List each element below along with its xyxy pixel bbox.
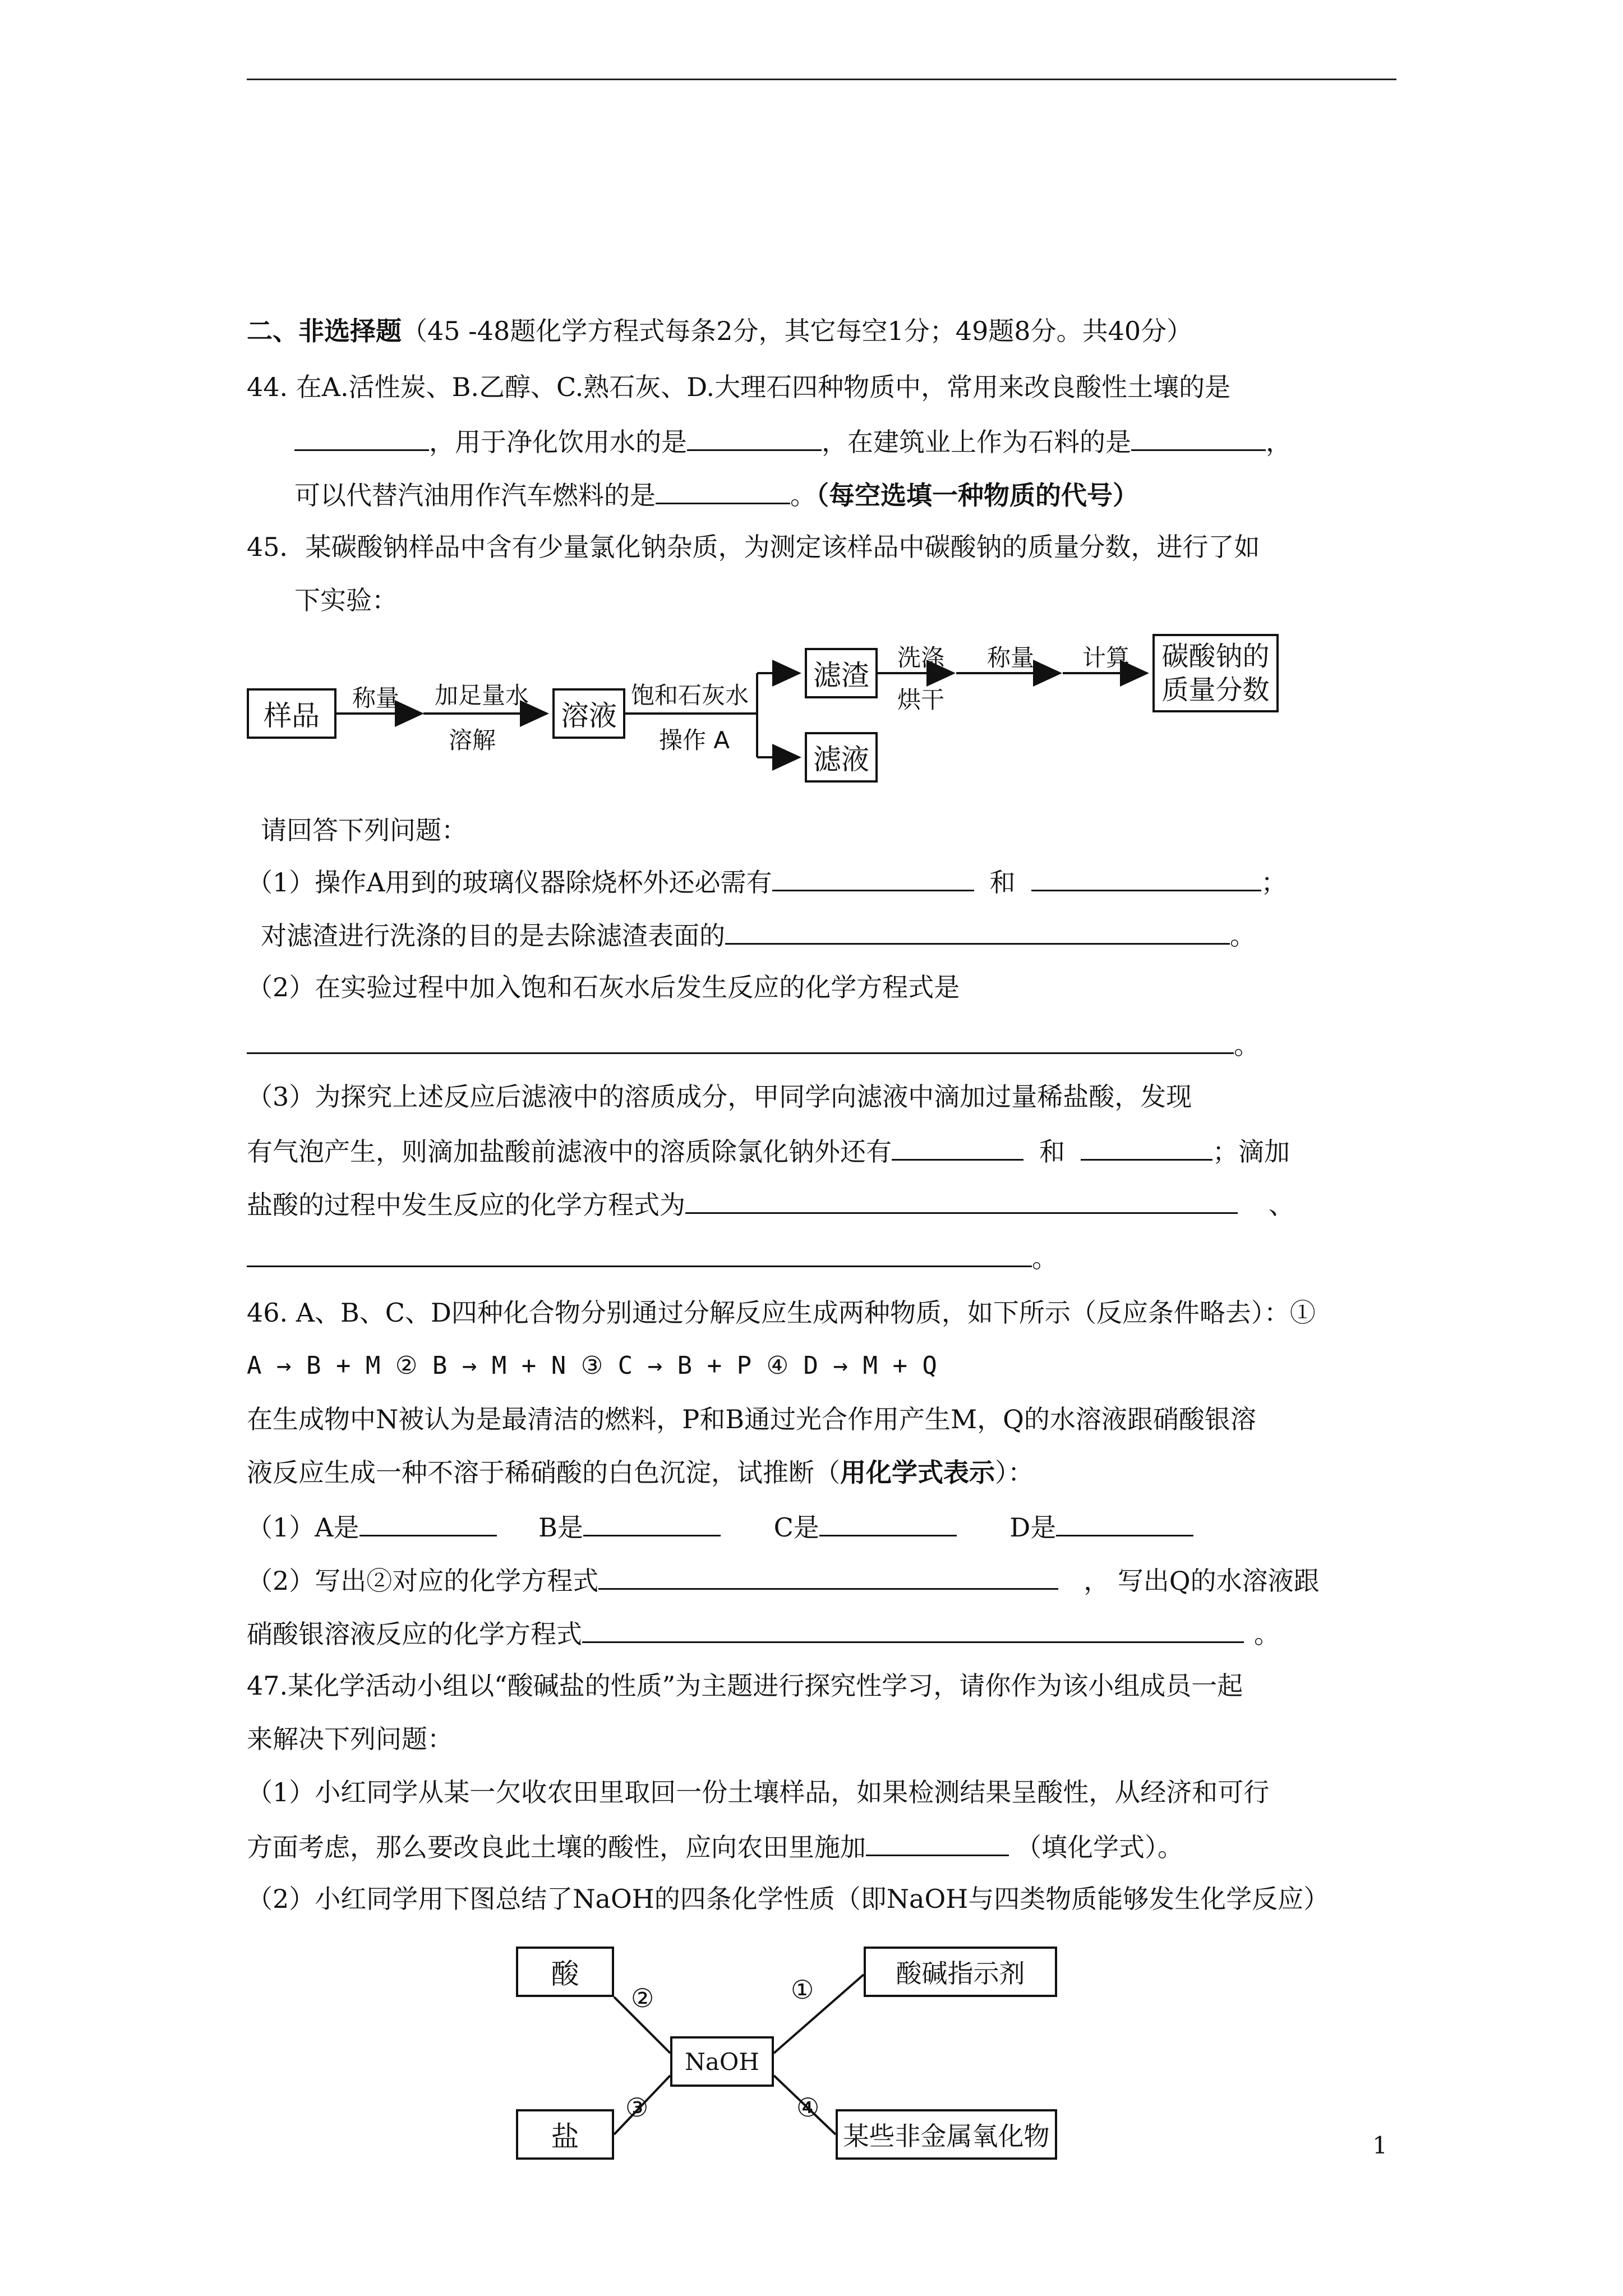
diagram-oxide-box: 某些非金属氧化物 [836, 2109, 1057, 2160]
q46-part1: （1）A是 B是 C是 D是 [247, 1509, 1193, 1544]
flow-result-box: 碳酸钠的 质量分数 [1152, 634, 1279, 712]
flow-weigh1-label: 称量 [352, 684, 400, 712]
q45-part1-cont: 对滤渣进行洗涤的目的是去除滤渣表面的 。 [261, 917, 1256, 953]
section-note: （45 -48题化学方程式每条2分，其它每空1分；49题8分。共40分） [402, 316, 1193, 346]
q47-part1-line1: （1）小红同学从某一欠收农田里取回一份土壤样品，如果检测结果呈酸性，从经济和可行 [247, 1777, 1270, 1807]
flow-weigh2-label: 称量 [987, 644, 1035, 671]
q45-part3-line4: 。 [247, 1240, 1058, 1275]
answer-blank[interactable] [866, 1829, 1009, 1856]
q44-line3: 可以代替汽油用作汽车燃料的是 。（每空选填一种物质的代号） [294, 477, 1138, 512]
answer-blank-d[interactable] [1056, 1509, 1193, 1536]
flow-limewater-label: 饱和石灰水 [631, 682, 749, 709]
diagram-acid-box: 酸 [516, 1947, 614, 1997]
answer-blank-b[interactable] [583, 1509, 721, 1536]
flow-calc-label: 计算 [1082, 644, 1130, 671]
q44-line2: ，用于净化饮用水的是 ，在建筑业上作为石料的是 ， [294, 424, 1292, 459]
answer-blank[interactable] [685, 1186, 1238, 1214]
answer-blank[interactable] [772, 864, 974, 891]
page-number: 1 [1372, 2132, 1387, 2159]
answer-blank[interactable] [247, 1027, 1234, 1054]
diagram-naoh-box: NaOH [670, 2036, 774, 2087]
q47-line2: 来解决下列问题： [247, 1724, 453, 1754]
q45-part3-line2: 有气泡产生，则滴加盐酸前滤液中的溶质除氯化钠外还有 和 ；滴加 [247, 1133, 1290, 1168]
diagram-label-4: ④ [796, 2092, 820, 2123]
flow-sample-box: 样品 [247, 688, 336, 739]
answer-blank[interactable] [892, 1133, 1023, 1161]
answer-blank[interactable] [1081, 1133, 1212, 1161]
answer-blank[interactable] [582, 1616, 1244, 1643]
section-title: 二、非选择题 [247, 316, 402, 346]
q45-line1: 45．某碳酸钠样品中含有少量氯化钠杂质，为测定该样品中碳酸钠的质量分数，进行了如 [247, 532, 1260, 562]
q46-line3: 在生成物中N被认为是最清洁的燃料，P和B通过光合作用产生M，Q的水溶液跟硝酸银溶 [247, 1404, 1256, 1434]
flow-wash-label: 洗涤 [897, 644, 945, 671]
flow-operation-label: 操作 A [659, 726, 730, 754]
q45-line2: 下实验： [294, 585, 398, 615]
diagram-label-2: ② [631, 1983, 654, 2013]
diagram-indicator-box: 酸碱指示剂 [864, 1947, 1057, 1997]
answer-blank[interactable] [1031, 864, 1261, 891]
q47-part1-line2: 方面考虑，那么要改良此土壤的酸性，应向农田里施加 （填化学式）。 [247, 1829, 1183, 1864]
diagram-label-3: ③ [625, 2092, 649, 2123]
answer-blank-a[interactable] [359, 1509, 497, 1536]
q46-part2: （2）写出②对应的化学方程式 ， 写出Q的水溶液跟 [247, 1562, 1320, 1598]
flow-add-water-label: 加足量水 [435, 682, 529, 709]
flow-residue-box: 滤渣 [805, 648, 878, 698]
q46-line1: 46. A、B、C、D四种化合物分别通过分解反应生成两种物质，如下所示（反应条件略去）：① [247, 1297, 1316, 1328]
q45-part1: （1）操作A用到的玻璃仪器除烧杯外还必需有 和 ； [247, 864, 1287, 899]
q45-part3-line1: （3）为探究上述反应后滤液中的溶质成分，甲同学向滤液中滴加过量稀盐酸，发现 [247, 1082, 1192, 1112]
q44-line1: 44. 在A.活性炭、B.乙醇、C.熟石灰、D.大理石四种物质中，常用来改良酸性土壤的是 [247, 372, 1231, 402]
answer-blank[interactable] [725, 917, 1230, 945]
answer-blank-c[interactable] [819, 1509, 957, 1536]
answer-blank[interactable] [598, 1562, 1058, 1590]
flow-dissolve-label: 溶解 [449, 726, 496, 754]
q46-part2-cont: 硝酸银溶液反应的化学方程式 。 [247, 1616, 1280, 1651]
q45-part2: （2）在实验过程中加入饱和石灰水后发生反应的化学方程式是 [247, 972, 960, 1002]
flow-filtrate-box: 滤液 [805, 732, 878, 783]
q47-line1: 47.某化学活动小组以“酸碱盐的性质”为主题进行探究性学习，请你作为该小组成员一起 [247, 1671, 1243, 1701]
diagram-label-1: ① [791, 1975, 814, 2005]
flow-solution-box: 溶液 [552, 688, 625, 739]
q45-part2-answer: 。 [247, 1027, 1260, 1062]
diagram-salt-box: 盐 [516, 2109, 614, 2160]
q45-part3-line3: 盐酸的过程中发生反应的化学方程式为 、 [247, 1186, 1294, 1222]
q46-line4: 液反应生成一种不溶于稀硝酸的白色沉淀，试推断（用化学式表示）： [247, 1457, 1034, 1488]
q46-reactions: A → B + M ② B → M + N ③ C → B + P ④ D → M + Q [247, 1351, 937, 1380]
answer-blank[interactable] [247, 1240, 1032, 1267]
q47-part2: （2）小红同学用下图总结了NaOH的四条化学性质（即NaOH与四类物质能够发生化学反应） [247, 1884, 1330, 1914]
flow-dry-label: 烘干 [897, 686, 945, 714]
q45-ask: 请回答下列问题： [261, 815, 467, 845]
